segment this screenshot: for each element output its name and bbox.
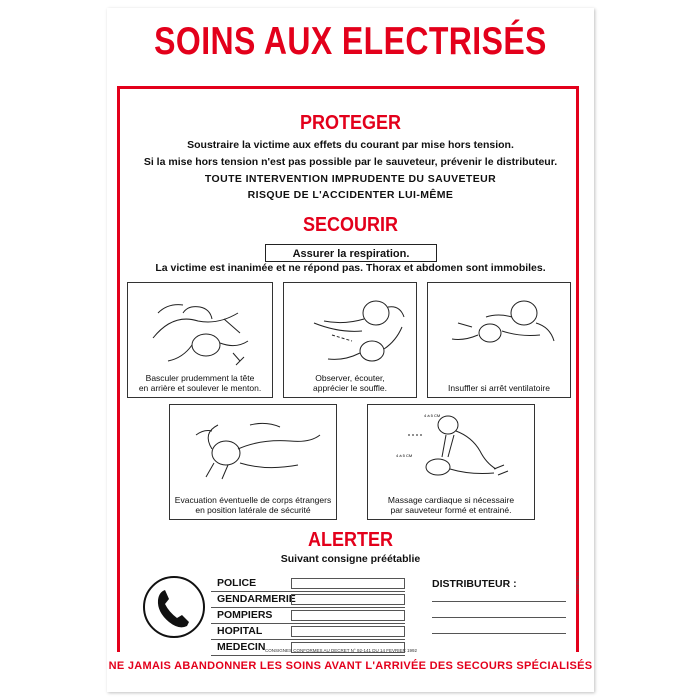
proteger-line-3: TOUTE INTERVENTION IMPRUDENTE DU SAUVETEUR bbox=[204, 173, 497, 185]
panel-1-caption-line-2: en arrière et soulever le menton. bbox=[138, 383, 262, 393]
contact-row-hopital bbox=[211, 624, 405, 640]
distributeur-line-1 bbox=[432, 601, 566, 602]
panel-5-caption-line-2: par sauveteur formé et entrainé. bbox=[390, 505, 512, 515]
contact-field-gendarmerie bbox=[291, 594, 405, 605]
heading-alerter: ALERTER bbox=[307, 529, 393, 551]
illustration-head-tilt bbox=[128, 283, 274, 373]
panel-5-caption bbox=[368, 495, 534, 515]
boxed-instruction: Assurer la respiration. bbox=[265, 244, 437, 262]
panel-insufflate bbox=[427, 282, 571, 398]
panel-4-caption bbox=[170, 495, 336, 515]
safety-poster bbox=[107, 8, 594, 692]
distributeur-line-2 bbox=[432, 617, 566, 618]
poster-title: SOINS AUX ELECTRISÉS bbox=[154, 20, 547, 63]
panel-5-caption-line-1: Massage cardiaque si nécessaire bbox=[387, 495, 515, 505]
phone-icon-circle bbox=[143, 576, 205, 638]
contact-label-pompiers: POMPIERS bbox=[217, 609, 273, 621]
decree-reference: CONSIGNES CONFORMES AU DECRET N° 92-141 DU 14 FEVRIER 1992 bbox=[265, 648, 418, 653]
secourir-intro: La victime est inanimée et ne répond pas. Thorax et abdomen sont immobiles. bbox=[155, 262, 546, 274]
illustration-recovery-position bbox=[170, 405, 338, 489]
contact-row-police bbox=[211, 576, 405, 592]
contact-label-gendarmerie: GENDARMERIE bbox=[217, 593, 296, 605]
chest-depth-label-1: 4 à 5 CM bbox=[424, 413, 441, 418]
proteger-line-2: Si la mise hors tension n'est pas possible par le sauveteur, prévenir le distributeur. bbox=[143, 156, 558, 168]
proteger-line-1: Soustraire la victime aux effets du courant par mise hors tension. bbox=[187, 139, 514, 151]
illustration-cardiac-massage bbox=[368, 405, 536, 489]
panel-4-caption-line-1: Evacuation éventuelle de corps étrangers bbox=[174, 495, 332, 505]
heading-secourir: SECOURIR bbox=[302, 214, 399, 236]
panel-cardiac-massage bbox=[367, 404, 535, 520]
alerter-subtitle: Suivant consigne préétablie bbox=[280, 553, 421, 565]
proteger-line-4: RISQUE DE L'ACCIDENTER LUI-MÊME bbox=[247, 189, 454, 201]
side-reference: ETV 8014 - 1 bbox=[575, 570, 580, 594]
panel-1-caption bbox=[128, 373, 272, 393]
panel-2-caption-line-2: apprécier le souffle. bbox=[312, 383, 388, 393]
contact-field-police bbox=[291, 578, 405, 589]
heading-proteger: PROTEGER bbox=[299, 112, 402, 134]
panel-2-caption bbox=[284, 373, 416, 393]
distributeur-line-3 bbox=[432, 633, 566, 634]
illustration-observe-breathing bbox=[284, 283, 418, 373]
contact-field-hopital bbox=[291, 626, 405, 637]
panel-2-caption-line-1: Observer, écouter, bbox=[315, 373, 385, 383]
phone-icon bbox=[145, 578, 203, 636]
panel-observe bbox=[283, 282, 417, 398]
illustration-insufflate bbox=[428, 283, 572, 373]
contact-label-police: POLICE bbox=[217, 577, 257, 589]
panel-4-caption-line-2: en position latérale de sécurité bbox=[195, 505, 311, 515]
footer-warning: NE JAMAIS ABANDONNER LES SOINS AVANT L'ARRIVÉE DES SECOURS SPÉCIALISÉS bbox=[108, 660, 593, 672]
panel-recovery-position bbox=[169, 404, 337, 520]
contact-row-gendarmerie bbox=[211, 592, 405, 608]
contact-label-hopital: HOPITAL bbox=[217, 625, 263, 637]
panel-head-tilt bbox=[127, 282, 273, 398]
contact-row-pompiers bbox=[211, 608, 405, 624]
chest-depth-label-2: 4 à 5 CM bbox=[396, 453, 413, 458]
panel-3-caption bbox=[428, 383, 570, 393]
distributeur-label: DISTRIBUTEUR : bbox=[432, 578, 517, 590]
contact-list bbox=[211, 576, 405, 656]
panel-1-caption-line-1: Basculer prudemment la tête bbox=[145, 373, 255, 383]
contact-field-pompiers bbox=[291, 610, 405, 621]
contact-label-medecin: MEDECIN bbox=[217, 641, 266, 653]
panel-3-caption-line-1: Insuffler si arrêt ventilatoire bbox=[448, 383, 550, 393]
